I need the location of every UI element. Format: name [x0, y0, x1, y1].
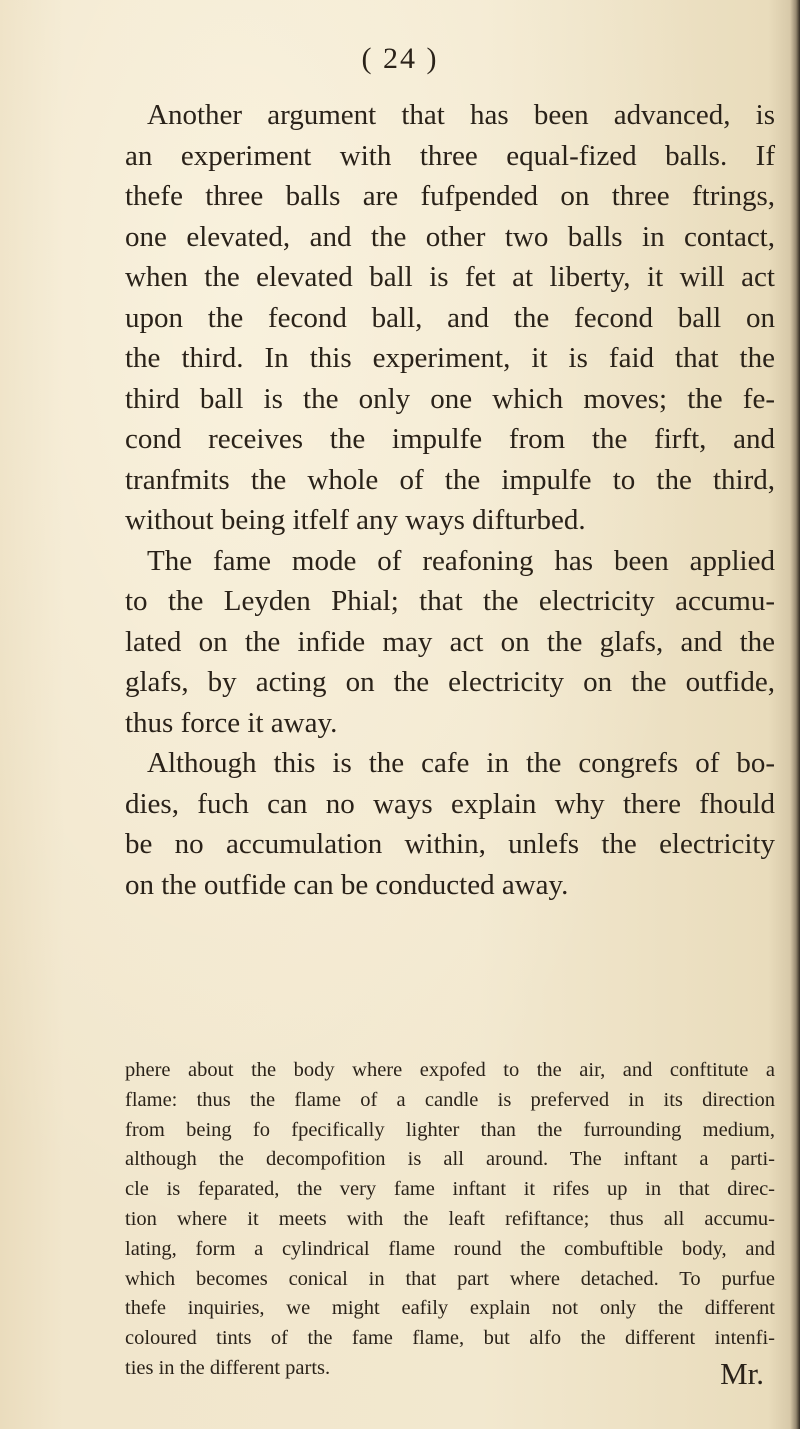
footnote-line: which becomes conical in that part where detached. To purfue: [125, 1267, 775, 1290]
text-line: an experiment with three equal-fized balls. If: [125, 139, 775, 172]
footnote-line: tion where it meets with the leaft refiftance; thus all accumu-: [125, 1207, 775, 1230]
text-line: the third. In this experiment, it is faid that the: [125, 342, 775, 374]
text-line: when the elevated ball is fet at liberty, it will act: [125, 261, 775, 293]
footnote-line: phere about the body where expofed to the air, and conftitute a: [125, 1059, 775, 1081]
text-line: dies, fuch can no ways explain why there fhould: [125, 787, 775, 820]
footnote-line: ties in the different parts.: [125, 1356, 331, 1379]
text-line: without being itfelf any ways difturbed.: [125, 504, 586, 536]
footnote-block: [125, 1056, 775, 1384]
footnote-line: thefe inquiries, we might eafily explain not only the different: [125, 1297, 775, 1320]
footnote-line: lating, form a cylindrical flame round the combuftible body, and: [125, 1237, 775, 1260]
text-line: be no accumulation within, unlefs the electricity: [125, 828, 775, 860]
main-text-block: [125, 95, 775, 905]
catchword: Mr.: [720, 1356, 764, 1391]
text-line: glafs, by acting on the electricity on the outfide,: [125, 666, 775, 698]
text-line: to the Leyden Phial; that the electricity accumu-: [125, 585, 775, 617]
footnote-line: from being fo fpecifically lighter than the furrounding medium,: [125, 1118, 775, 1141]
footnote-line: although the decompofition is all around. The inftant a parti-: [125, 1148, 775, 1171]
footnote-line: coloured tints of the fame flame, but alfo the different intenfi-: [125, 1327, 775, 1350]
text-line: tranfmits the whole of the impulfe to the third,: [125, 463, 775, 496]
text-line: Another argument that has been advanced, is: [147, 99, 775, 131]
text-line: thus force it away.: [125, 706, 338, 739]
text-line: Although this is the cafe in the congrefs of bo-: [147, 747, 775, 779]
text-line: one elevated, and the other two balls in contact,: [125, 220, 775, 253]
footnote-line: cle is feparated, the very fame inftant it rifes up in that direc-: [125, 1178, 775, 1201]
text-line: third ball is the only one which moves; the fe-: [125, 382, 775, 415]
text-line: cond receives the impulfe from the firft, and: [125, 423, 775, 455]
footnote-line: flame: thus the flame of a candle is preferved in its direction: [125, 1088, 775, 1111]
page-number: ( 24 ): [361, 42, 439, 75]
text-line: The fame mode of reafoning has been applied: [147, 544, 775, 577]
text-line: thefe three balls are fufpended on three ftrings,: [125, 180, 775, 212]
text-line: upon the fecond ball, and the fecond ball on: [125, 301, 775, 334]
text-line: on the outfide can be conducted away.: [125, 868, 569, 901]
page-edge-shadow: [790, 0, 800, 1429]
text-line: lated on the infide may act on the glafs, and the: [125, 625, 775, 658]
